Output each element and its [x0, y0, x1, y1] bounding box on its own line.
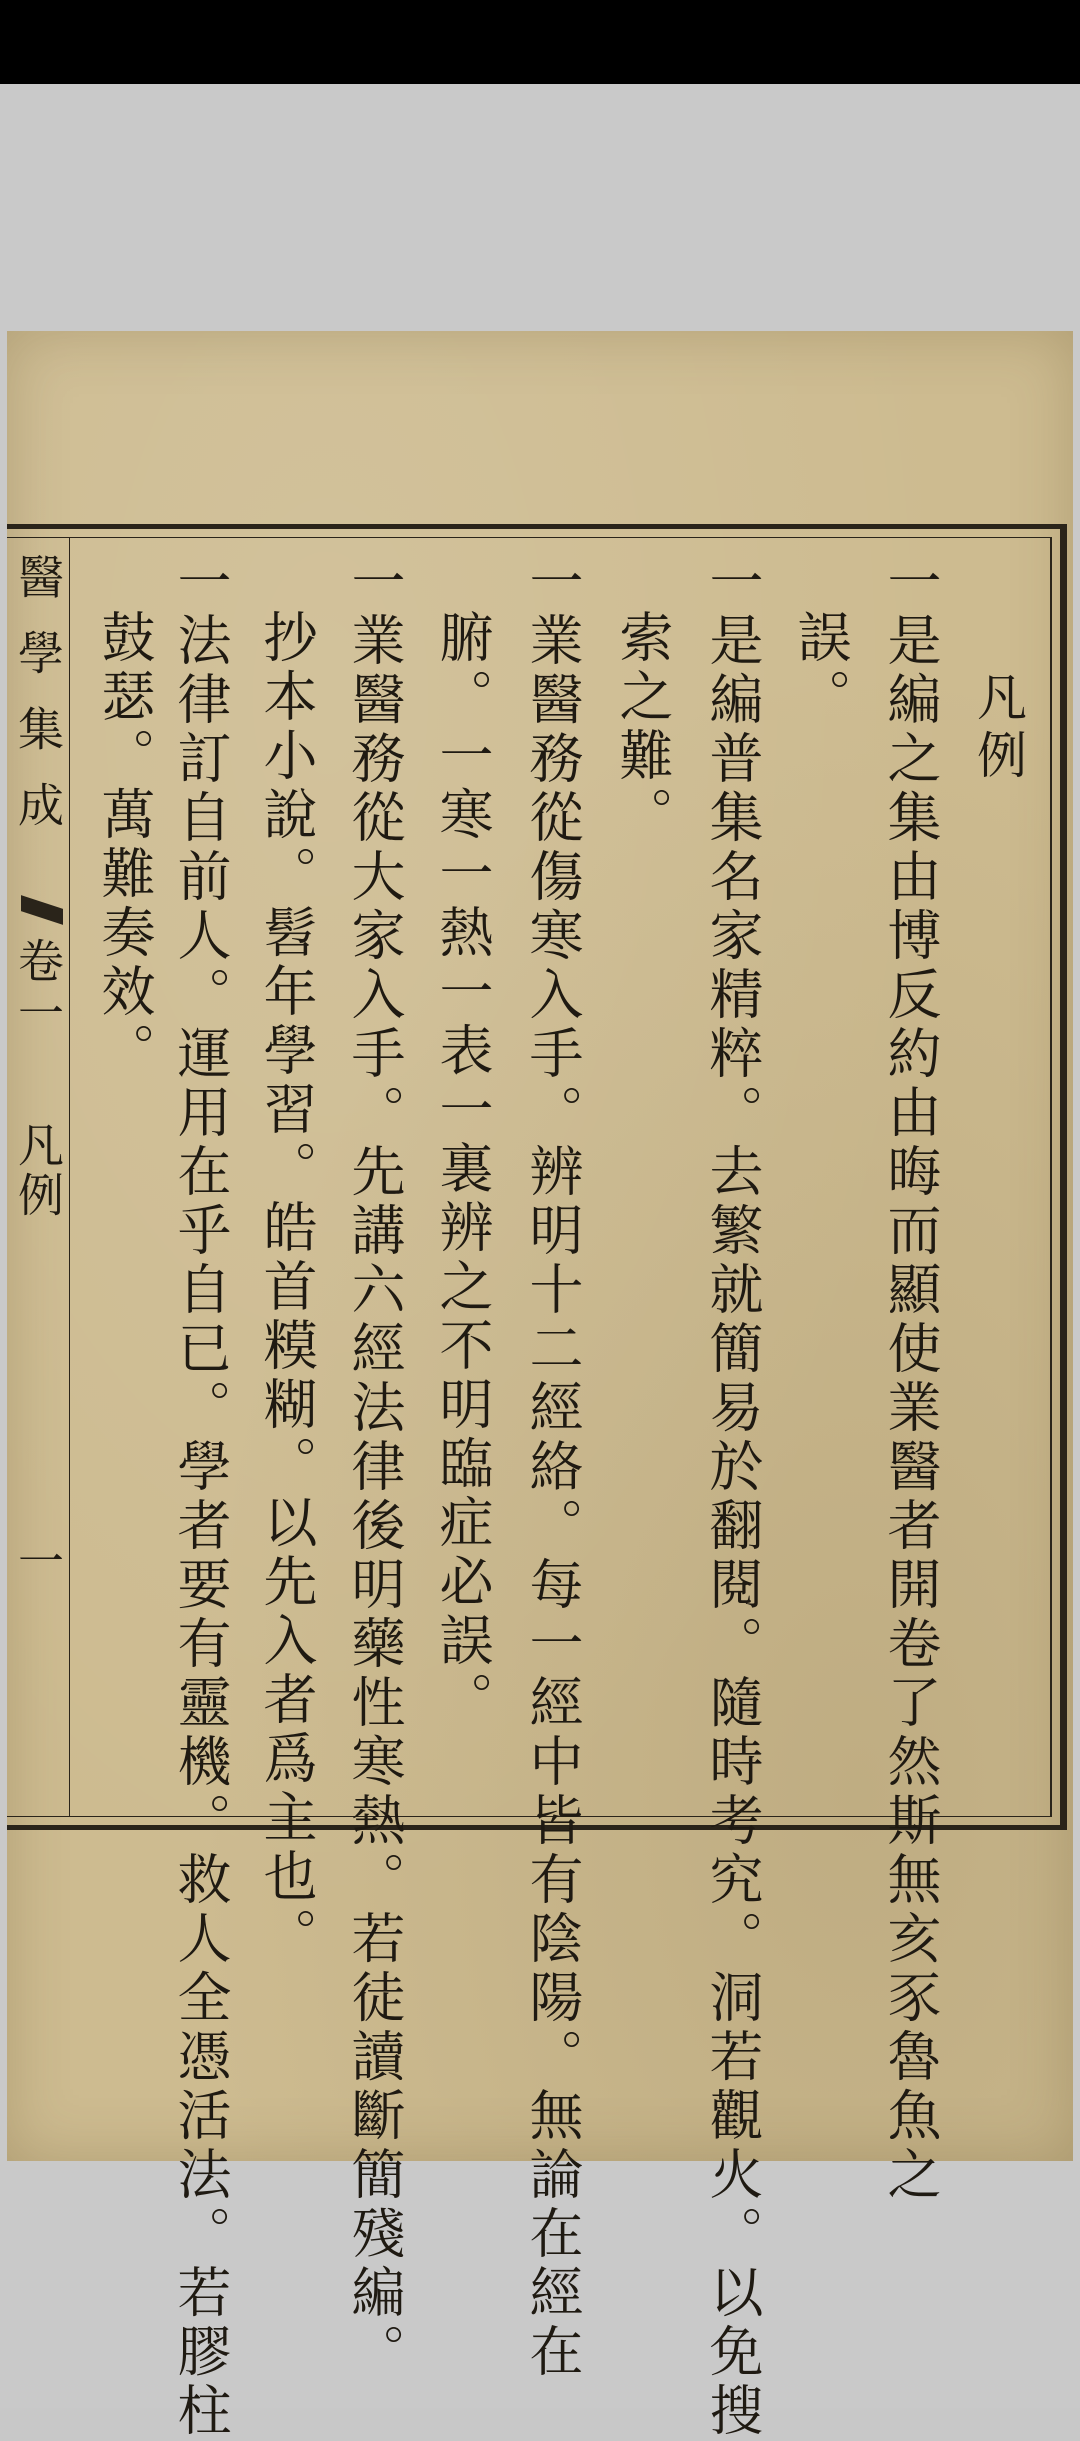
margin-section: 凡例: [11, 1121, 65, 1221]
margin-volume: 卷一: [11, 937, 65, 1041]
text-column-para4-line1: 一業醫務從大家入手。先講六經法律後明藥性寒熱。若徒讀斷簡殘編。: [343, 553, 406, 2382]
text-column-para1-line2: 誤。: [789, 609, 852, 727]
scanned-page: [7, 331, 1073, 2441]
text-column-para3-line2: 腑。一寒一熱一表一裏辨之不明臨症必誤。: [431, 609, 494, 1730]
text-column-para5-line2: 鼓瑟。萬難奏效。: [93, 609, 156, 1081]
text-column-para3-line1: 一業醫務從傷寒入手。辨明十二經絡。每一經中皆有陰陽。無論在經在: [521, 553, 584, 2382]
text-column-para4-line2: 抄本小說。髫年學習。皓首糢糊。以先入者爲主也。: [255, 609, 318, 1966]
text-column-para2-line1: 一是編普集名家精粹。去繁就簡易於翻閱。隨時考究。洞若觀火。以免搜: [701, 553, 764, 2441]
heading-text: 凡例: [969, 671, 1027, 787]
margin-book-title: 醫學集成: [11, 553, 65, 857]
margin-page-number: 一: [11, 1537, 65, 1583]
text-column-para5-line1: 一法律訂自前人。運用在乎自已。學者要有靈機。救人全憑活法。若膠柱: [169, 553, 232, 2441]
status-bar: [0, 0, 1080, 84]
text-column-para1-line1: 一是編之集由博反約由晦而顯使業醫者開卷了然斯無亥豕魯魚之: [879, 553, 942, 2205]
margin-rule: [69, 537, 70, 1817]
text-column-para2-line2: 索之難。: [611, 609, 674, 845]
